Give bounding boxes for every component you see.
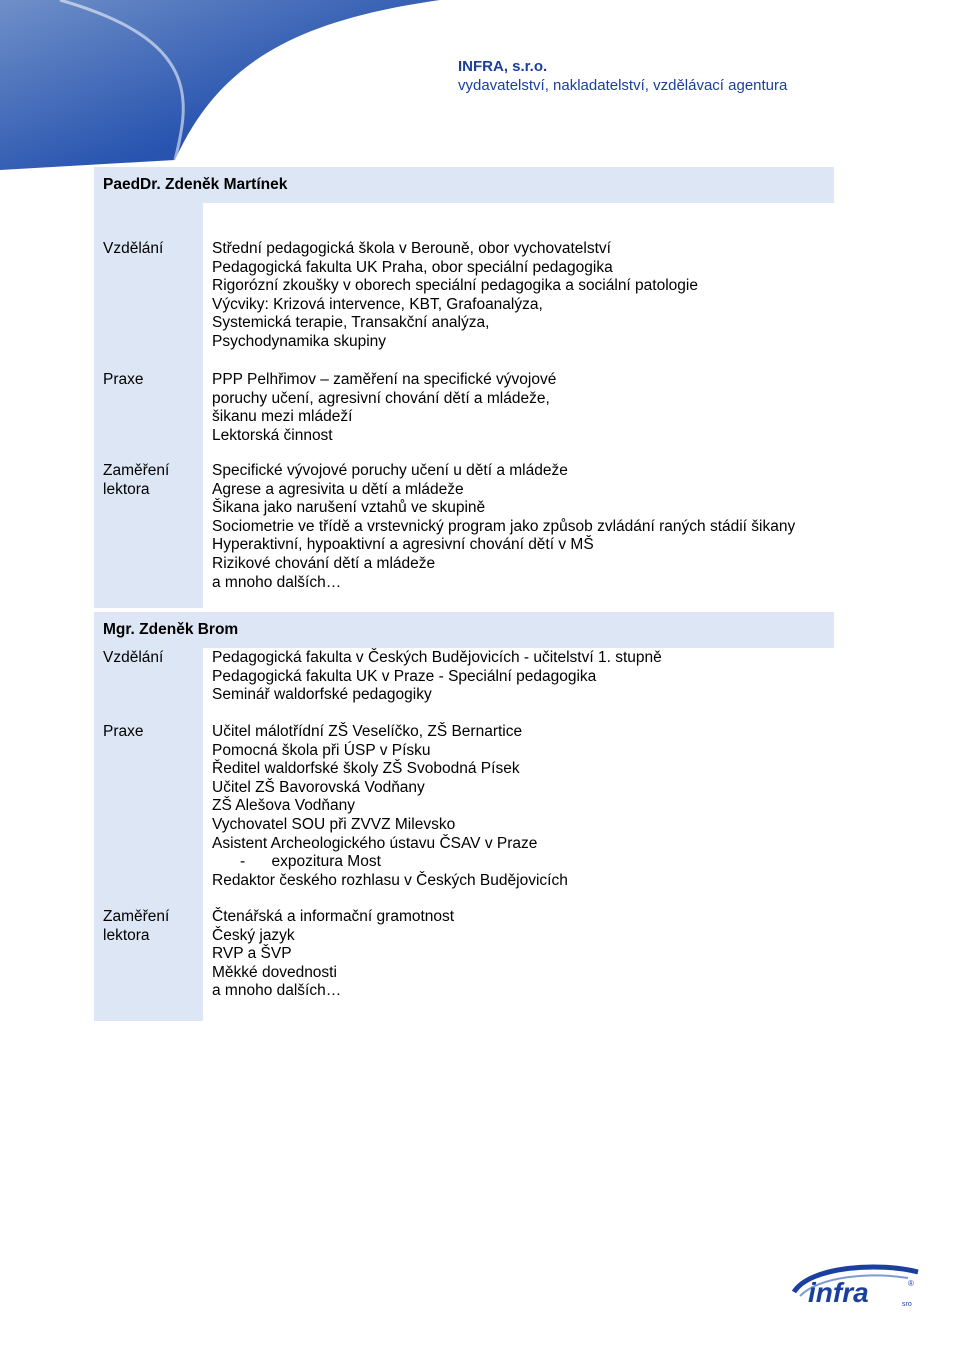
practice-item: Pomocná škola při ÚSP v Písku	[212, 741, 431, 759]
focus-item: Sociometrie ve třídě a vrstevnický program jako způsob zvládání raných stádií šikany	[212, 517, 796, 535]
focus-item: Měkké dovednosti	[212, 963, 337, 981]
practice-item: PPP Pelhřimov – zaměření na specifické vývojové	[212, 371, 557, 388]
focus-item: Specifické vývojové poruchy učení u dětí a mládeže	[212, 462, 568, 479]
focus-item: Rizikové chování dětí a mládeže	[212, 554, 436, 572]
practice-item: šikanu mezi mládeží	[212, 408, 353, 426]
education-item: Pedagogická fakulta UK v Praze - Speciální pedagogika	[212, 667, 597, 685]
subitem-dash: -	[240, 853, 246, 871]
lecturer-card-1	[94, 167, 834, 608]
focus-item: RVP a ŠVP	[212, 945, 292, 963]
practice-list	[203, 723, 568, 908]
focus-label-line2: lektora	[103, 480, 150, 498]
company-header	[458, 57, 787, 95]
focus-item: a mnoho dalších…	[212, 573, 342, 591]
focus-item: Agrese a agresivita u dětí a mládeže	[212, 480, 464, 498]
registered-icon: ®	[908, 1279, 914, 1288]
practice-list	[203, 368, 556, 462]
focus-label	[94, 908, 203, 1021]
practice-label: Praxe	[94, 368, 203, 462]
subitem-text: expozitura Most	[271, 853, 381, 871]
lecturer-name: PaedDr. Zdeněk Martínek	[94, 167, 834, 203]
logo-text: infra	[808, 1277, 869, 1308]
company-name: INFRA, s.r.o.	[458, 58, 548, 75]
focus-item: a mnoho dalších…	[212, 982, 342, 1000]
education-item: Psychodynamika skupiny	[212, 332, 387, 350]
practice-row	[94, 368, 834, 462]
education-list	[203, 203, 698, 368]
education-item: Seminář waldorfské pedagogiky	[212, 686, 432, 704]
focus-list	[203, 908, 454, 1021]
focus-item: Hyperaktivní, hypoaktivní a agresivní chování dětí v MŠ	[212, 536, 594, 554]
focus-item: Šikana jako narušení vztahů ve skupině	[212, 499, 486, 517]
practice-item: ZŠ Alešova Vodňany	[212, 797, 356, 815]
focus-label-line1: Zaměření	[103, 462, 170, 479]
education-row	[94, 648, 834, 723]
practice-item: Redaktor českého rozhlasu v Českých Budějovicích	[212, 871, 568, 889]
infra-logo	[790, 1262, 930, 1317]
practice-item: Lektorská činnost	[212, 426, 333, 444]
education-list	[203, 648, 662, 723]
education-item: Výcviky: Krizová intervence, KBT, Grafoanalýza,	[212, 295, 543, 313]
education-item: Pedagogická fakulta UK Praha, obor speciální pedagogika	[212, 258, 613, 276]
practice-subitem	[212, 853, 568, 872]
focus-list	[203, 462, 795, 608]
education-item: Střední pedagogická škola v Berouně, obor vychovatelství	[212, 240, 611, 257]
focus-row	[94, 462, 834, 608]
practice-row	[94, 723, 834, 908]
lecturer-name: Mgr. Zdeněk Brom	[94, 612, 834, 648]
focus-label-line2: lektora	[103, 926, 150, 944]
education-item: Systemická terapie, Transakční analýza,	[212, 314, 490, 332]
education-item: Rigorózní zkoušky v oborech speciální pedagogika a sociální patologie	[212, 277, 698, 295]
infra-logo-mark	[790, 1262, 930, 1312]
education-label: Vzdělání	[94, 648, 203, 723]
practice-label: Praxe	[94, 723, 203, 908]
practice-item: Ředitel waldorfské školy ZŠ Svobodná Písek	[212, 760, 520, 778]
logo-sub: sro	[902, 1301, 912, 1308]
practice-item: Asistent Archeologického ústavu ČSAV v Praze	[212, 834, 538, 852]
company-tagline: vydavatelství, nakladatelství, vzdělávací agentura	[458, 77, 788, 94]
focus-row	[94, 908, 834, 1021]
education-row	[94, 203, 834, 368]
practice-item: Vychovatel SOU při ZVVZ Milevsko	[212, 815, 456, 833]
practice-item: Učitel málotřídní ZŠ Veselíčko, ZŠ Bernartice	[212, 723, 523, 740]
focus-label	[94, 462, 203, 608]
education-label: Vzdělání	[94, 203, 203, 368]
practice-item: poruchy učení, agresivní chování dětí a mládeže,	[212, 389, 550, 407]
lecturer-card-2	[94, 612, 834, 1021]
focus-item: Český jazyk	[212, 926, 295, 944]
education-item: Pedagogická fakulta v Českých Budějovicích - učitelství 1. stupně	[212, 649, 662, 666]
practice-item: Učitel ZŠ Bavorovská Vodňany	[212, 778, 425, 796]
focus-label-line1: Zaměření	[103, 908, 170, 925]
focus-item: Čtenářská a informační gramotnost	[212, 908, 455, 925]
